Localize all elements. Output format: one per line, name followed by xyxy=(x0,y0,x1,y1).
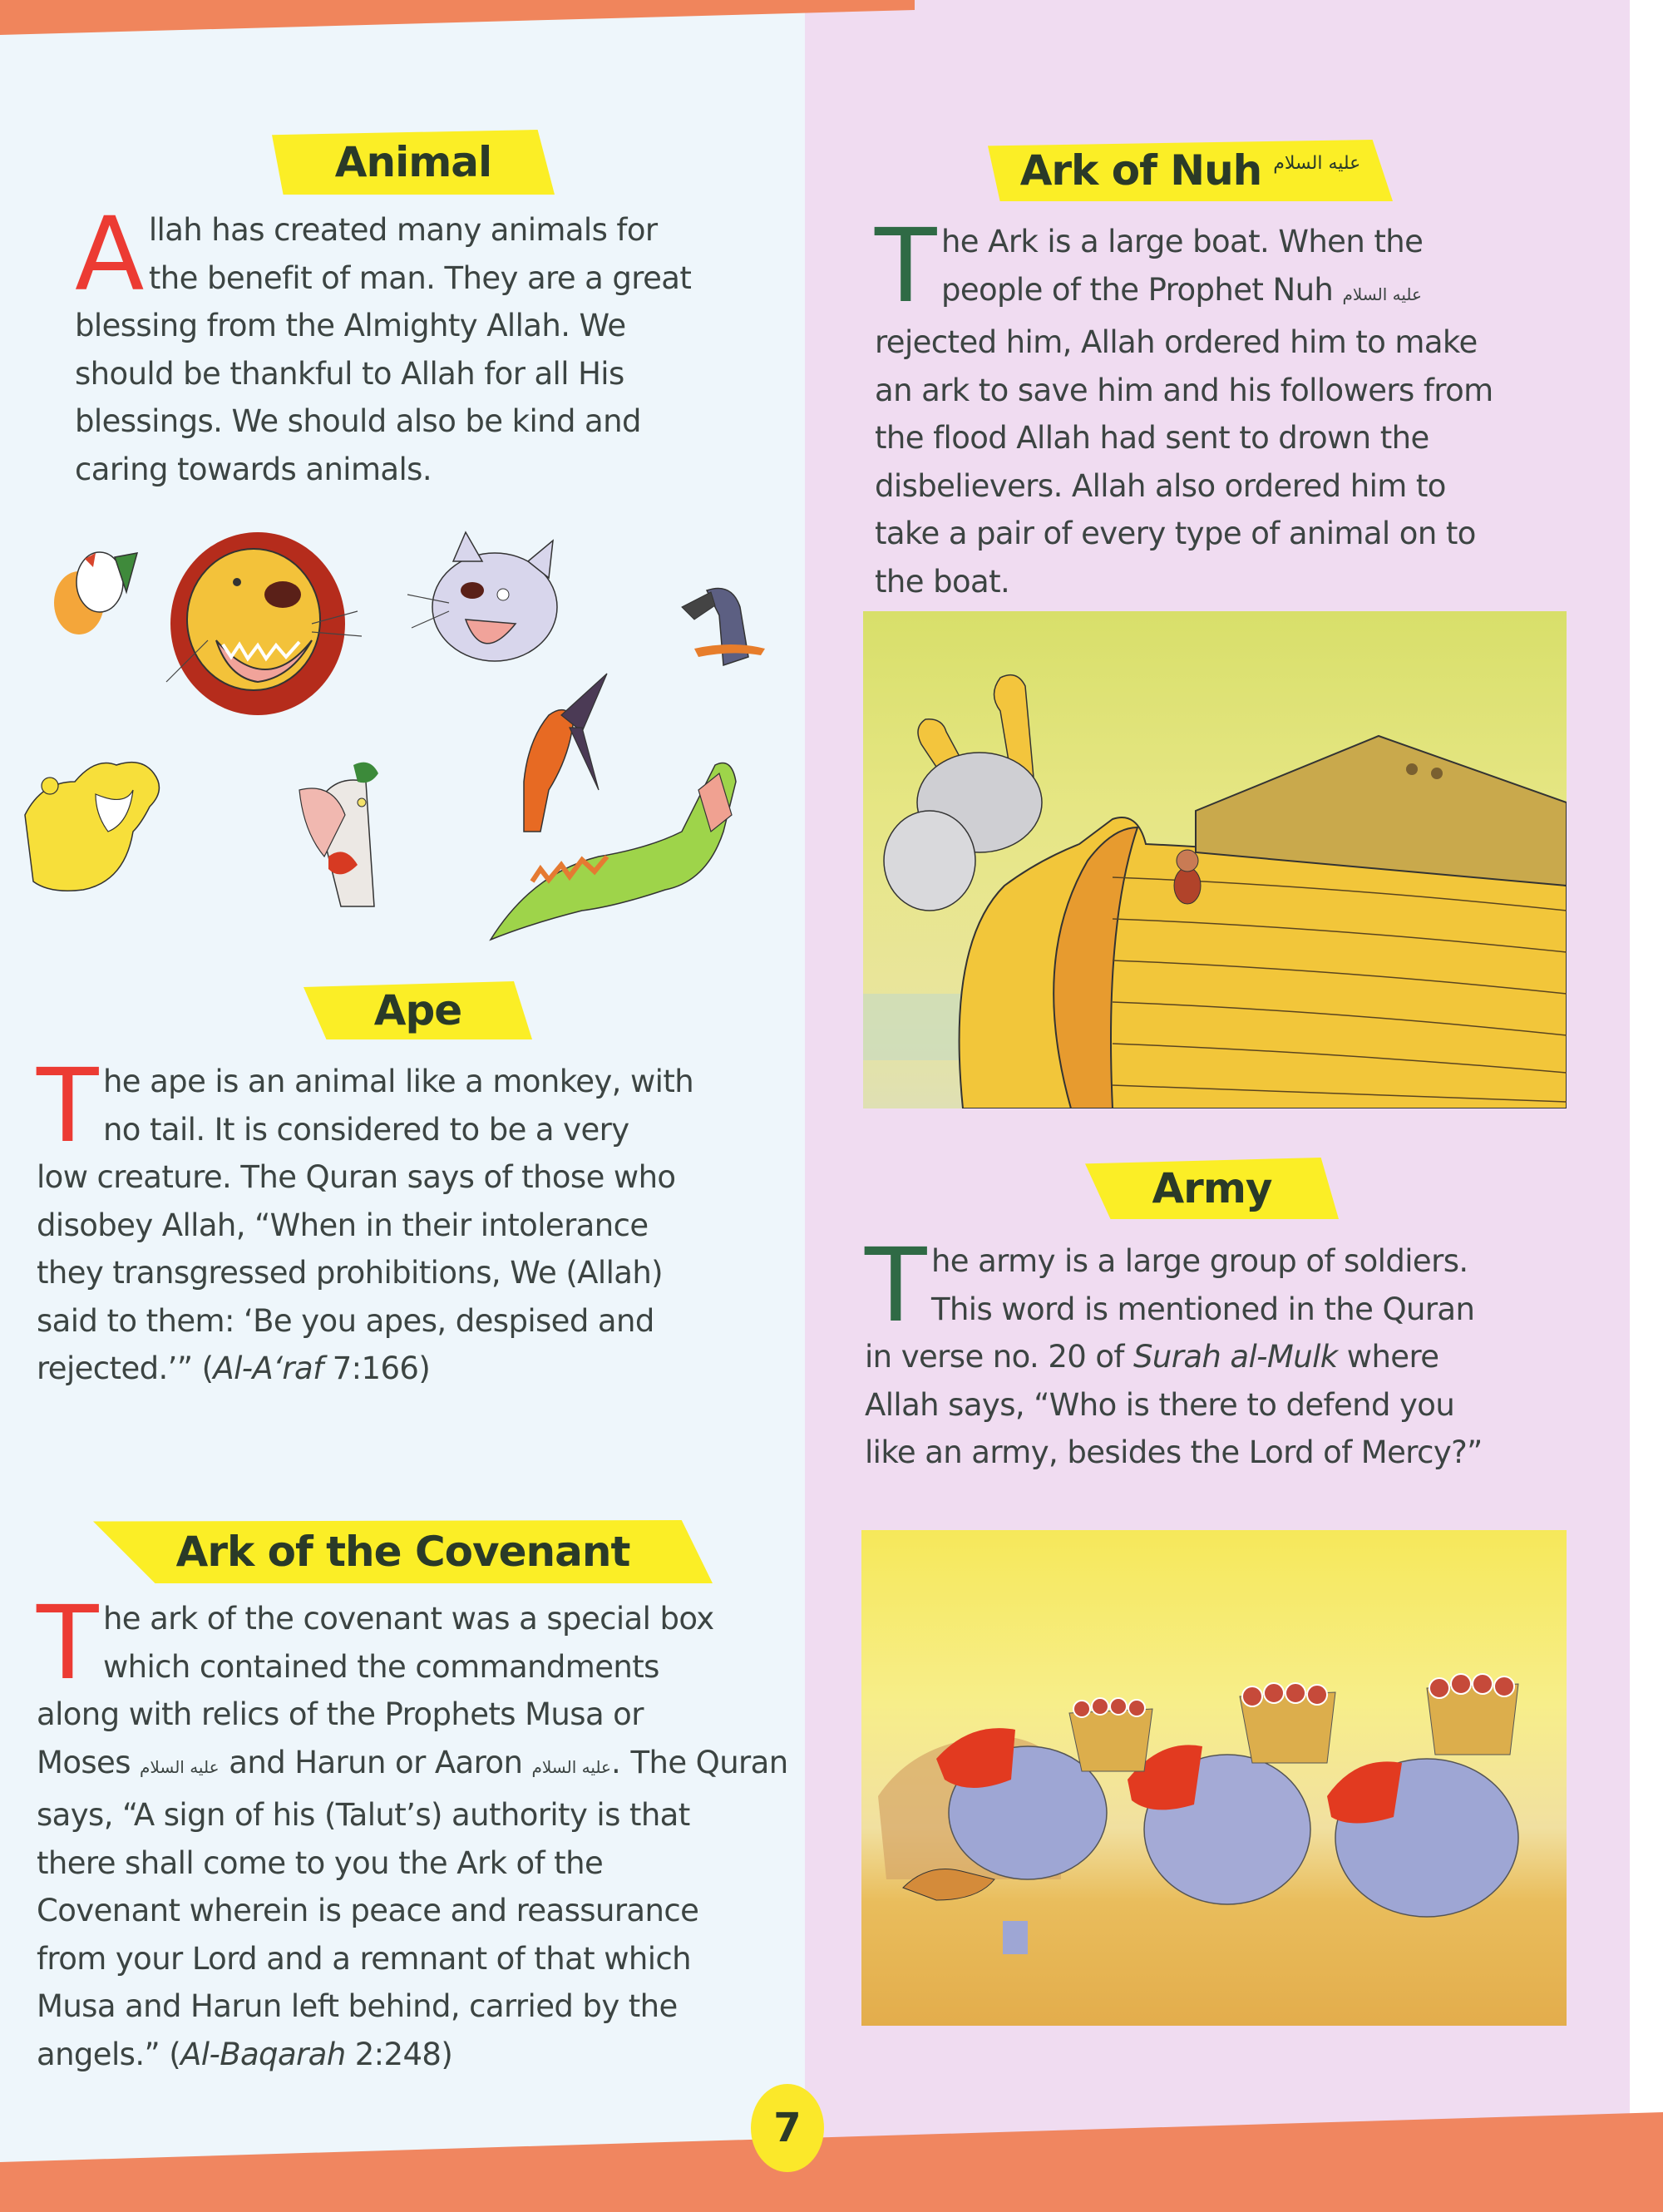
noahs-ark-illustration xyxy=(863,611,1567,1108)
animal-paragraph xyxy=(75,195,757,493)
text-fragment: Moses xyxy=(37,1744,141,1780)
dropcap-t: T xyxy=(865,1227,926,1345)
page-number-badge xyxy=(751,2084,824,2172)
heading-ark-of-the-covenant-text: Ark of the Covenant xyxy=(175,1528,630,1576)
citation-surah: Al-Baqarah xyxy=(180,2036,346,2072)
dropcap-t: T xyxy=(37,1584,98,1702)
text-line: from your Lord and a remnant of that which xyxy=(37,1940,691,1977)
text-line: disobey Allah, “When in their intolerance xyxy=(37,1207,649,1243)
dropcap-t: T xyxy=(875,207,936,325)
text-line: blessing from the Almighty Allah. We xyxy=(75,308,626,343)
army-paragraph xyxy=(865,1227,1621,1477)
citation-ref: 7:166) xyxy=(323,1350,431,1386)
text-line: llah has created many animals for xyxy=(148,212,658,248)
heading-animal xyxy=(272,130,555,195)
elephant-icon xyxy=(1327,1759,1518,1917)
text-line: Covenant wherein is peace and reassurance xyxy=(37,1893,699,1928)
elephant-icon xyxy=(1128,1745,1310,1904)
text-line: This word is mentioned in the Quran xyxy=(930,1291,1475,1327)
text-line: the benefit of man. They are a great xyxy=(148,259,692,296)
camel-head-icon xyxy=(25,763,159,891)
crow-icon xyxy=(682,589,765,666)
heading-ape-text: Ape xyxy=(373,986,462,1034)
text-line: disbelievers. Allah also ordered him to xyxy=(875,467,1446,504)
text-line: says, “A sign of his (Talut’s) authority is that xyxy=(37,1797,690,1833)
text-line: which contained the commandments xyxy=(102,1648,659,1685)
text-line: no tail. It is considered to be a very xyxy=(102,1111,629,1148)
citation-ref: 2:248) xyxy=(345,2036,453,2072)
citation-surah: Al-A‘raf xyxy=(213,1350,323,1386)
text-line: rejected him, Allah ordered him to make xyxy=(875,324,1478,360)
ostrich-head-icon xyxy=(524,674,607,832)
text-line: Allah says, “Who is there to defend you xyxy=(865,1386,1455,1423)
text-line: there shall come to you the Ark of the xyxy=(37,1844,604,1881)
howdah-icon xyxy=(1427,1674,1518,1755)
text-line: he ark of the covenant was a special box xyxy=(102,1601,714,1637)
text-line: they transgressed prohibitions, We (Allah) xyxy=(37,1255,664,1291)
lion-head-icon xyxy=(166,532,362,715)
ark-of-nuh-paragraph xyxy=(875,207,1623,605)
text-line: along with relics of the Prophets Musa or xyxy=(37,1696,644,1732)
text-line: an ark to save him and his followers from xyxy=(875,372,1493,408)
text-fragment: rejected.’” xyxy=(37,1350,202,1386)
text-line: he Ark is a large boat. When the xyxy=(940,224,1424,259)
ape-paragraph xyxy=(37,1047,785,1393)
text-fragment: angels.” ( xyxy=(37,2036,181,2072)
dropcap-t: T xyxy=(37,1047,98,1165)
text-line: take a pair of every type of animal on to xyxy=(875,516,1476,551)
text-fragment: people of the Prophet Nuh xyxy=(940,271,1343,308)
honorific-glyph: عليه السلام xyxy=(140,1756,220,1777)
text-line: he ape is an animal like a monkey, with xyxy=(102,1064,694,1099)
text-line: low creature. The Quran says of those who xyxy=(37,1159,676,1195)
heading-ark-of-the-covenant xyxy=(93,1520,713,1583)
honorific-glyph: عليه السلام xyxy=(1342,284,1422,304)
animal-heads-illustration xyxy=(17,516,790,948)
text-line xyxy=(37,2031,793,2079)
text-line xyxy=(875,266,1623,319)
heading-ark-of-nuh xyxy=(988,140,1393,201)
text-line: caring towards animals. xyxy=(75,451,432,487)
text-line: the boat. xyxy=(875,563,1010,600)
text-line: said to them: ‘Be you apes, despised and xyxy=(37,1302,654,1339)
text-line: blessings. We should also be kind and xyxy=(75,403,641,439)
text-line: Musa and Harun left behind, carried by the xyxy=(37,1988,678,2024)
text-line: the flood Allah had sent to drown the xyxy=(875,420,1429,456)
text-fragment: where xyxy=(1337,1339,1439,1375)
text-fragment: and Harun or Aaron xyxy=(219,1744,532,1780)
heading-animal-text: Animal xyxy=(334,138,492,186)
text-line: should be thankful to Allah for all His xyxy=(75,355,624,392)
honorific-glyph: عليه السلام xyxy=(531,1756,611,1777)
text-fragment: in verse no. 20 of xyxy=(865,1339,1133,1375)
heading-ape xyxy=(303,981,532,1039)
text-line: like an army, besides the Lord of Mercy?” xyxy=(865,1434,1483,1470)
dropcap-a: A xyxy=(75,195,144,314)
text-line xyxy=(37,1739,793,1792)
covenant-paragraph xyxy=(37,1584,793,2078)
honorific-glyph: عليه السلام xyxy=(1273,152,1361,174)
heading-ark-of-nuh-text: Ark of Nuh xyxy=(1019,146,1262,195)
page-number: 7 xyxy=(773,2105,802,2151)
war-elephants-illustration xyxy=(861,1530,1567,2026)
heading-army xyxy=(1085,1158,1339,1219)
text-line: rejected.’” (Al-A‘raf 7:166) xyxy=(37,1350,431,1386)
surah-name: Surah al-Mulk xyxy=(1133,1339,1338,1375)
heading-army-text: Army xyxy=(1152,1164,1272,1212)
chicken-head-icon xyxy=(299,763,378,906)
howdah-icon xyxy=(1069,1698,1152,1771)
howdah-icon xyxy=(1240,1683,1335,1763)
text-fragment: . The Quran xyxy=(610,1744,788,1780)
text-line xyxy=(865,1333,1621,1381)
monkey-icon xyxy=(1174,850,1201,904)
bird-head-icon xyxy=(54,552,137,634)
cat-head-icon xyxy=(407,532,557,661)
text-line: he army is a large group of soldiers. xyxy=(930,1243,1468,1279)
